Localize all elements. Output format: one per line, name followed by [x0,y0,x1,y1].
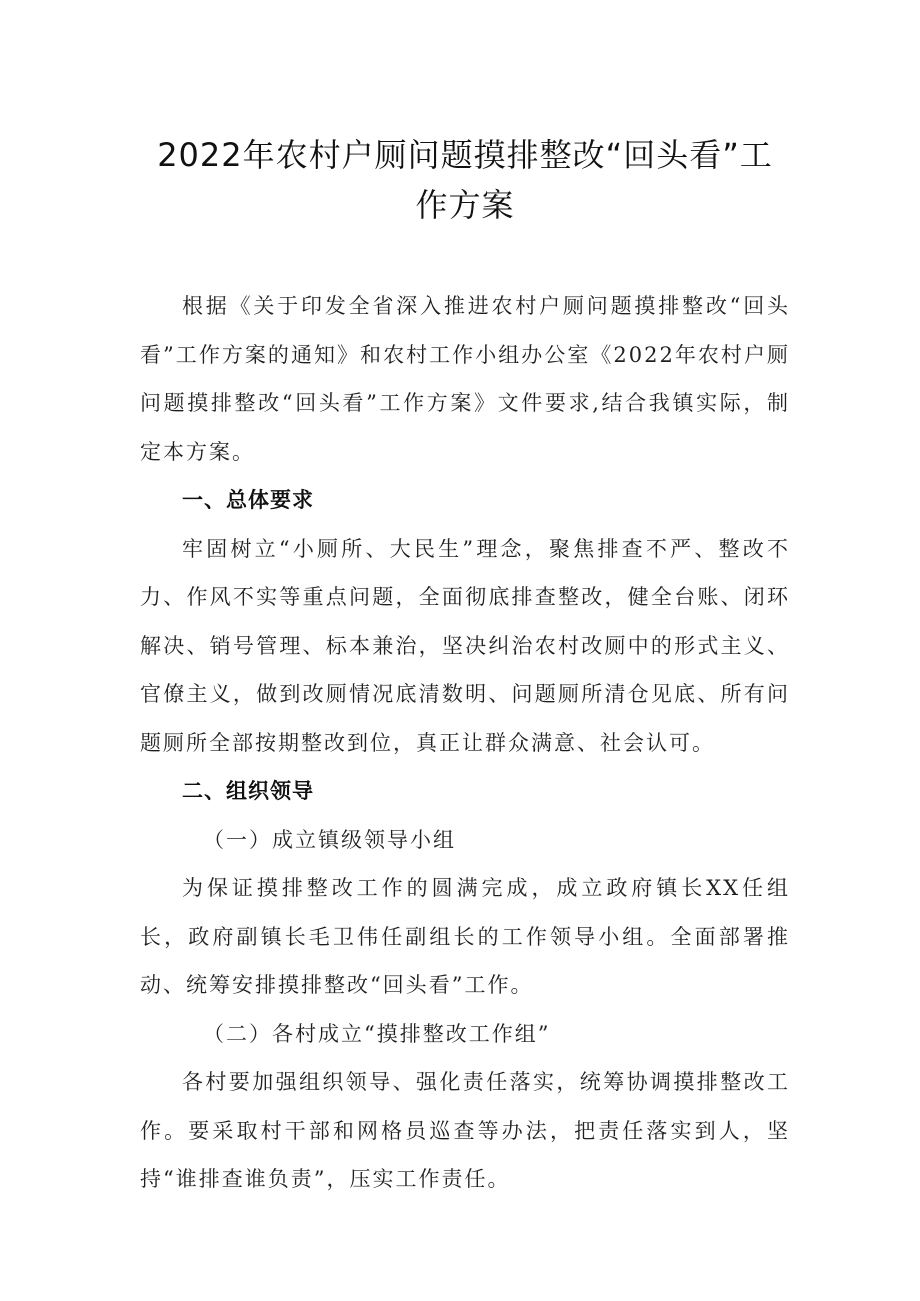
section-2-heading: 二、组织领导 [182,779,314,803]
document-page [140,0,790,1204]
section-1-heading: 一、总体要求 [182,488,314,512]
section-1-paragraph: 牢固树立“小厕所、大民生”理念，聚焦排查不严、整改不力、作风不实等重点问题，全面彻底排查整改，健全台账、闭环解决、销号管理、标本兼治，坚决纠治农村改厕中的形式主义、官僚主义，做到改厕情况底清数明、问题厕所清仓见底、所有问题厕所全部按期整改到位，真正让群众满意、社会认可。 [140,536,790,755]
title-line-2: 作方案 [415,186,515,224]
subsection-2-heading: （二）各村成立“摸排整改工作组” [203,1021,551,1046]
title-line-1: 2022年农村户厕问题摸排整改“回头看”工 [157,136,773,174]
intro-paragraph: 根据《关于印发全省深入推进农村户厕问题摸排整改“回头看”工作方案的通知》和农村工作小组办公室《2022年农村户厕问题摸排整改“回头看”工作方案》文件要求,结合我镇实际，制定本方案。 [140,294,790,464]
subsection-2-paragraph: 各村要加强组织领导、强化责任落实，统筹协调摸排整改工作。要采取村干部和网格员巡查等办法，把责任落实到人，坚持“谁排查谁负责”，压实工作责任。 [140,1070,790,1191]
subsection-1-paragraph: 为保证摸排整改工作的圆满完成，成立政府镇长XX任组长，政府副镇长毛卫伟任副组长的工作领导小组。全面部署推动、统筹安排摸排整改“回头看”工作。 [140,876,790,997]
subsection-1-heading: （一）成立镇级领导小组 [203,827,456,852]
document-title [140,0,790,230]
